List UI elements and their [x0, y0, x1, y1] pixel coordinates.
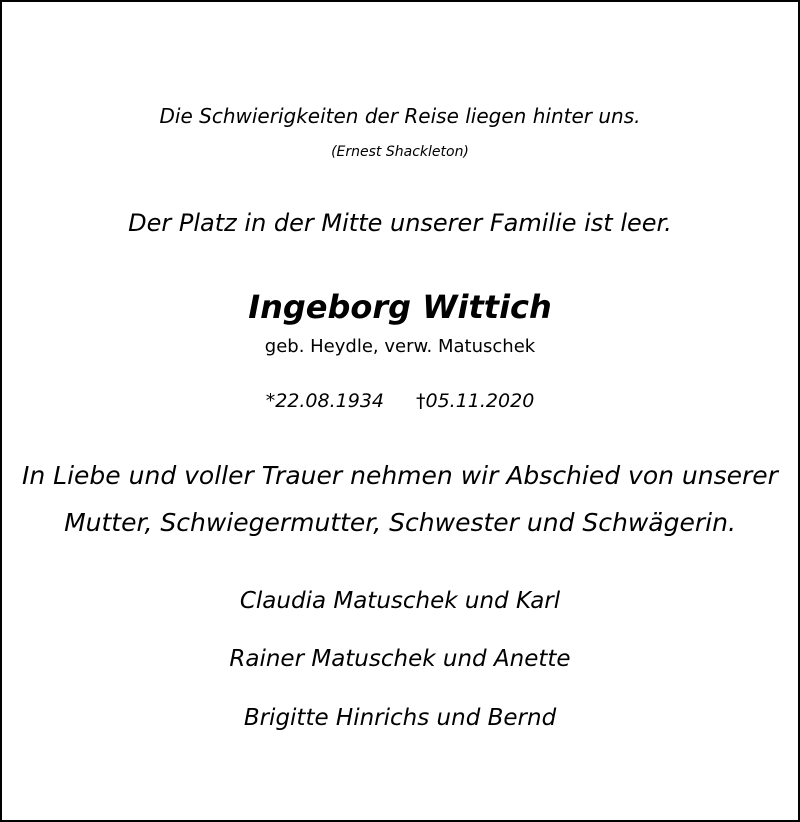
farewell-line: In Liebe und voller Trauer nehmen wir Abschied von unserer — [22, 461, 778, 490]
death-date: 05.11.2020 — [425, 390, 535, 412]
mourner-name: Brigitte Hinrichs und Bernd — [243, 705, 557, 731]
lead-sentence: Der Platz in der Mitte unserer Familie ist leer. — [128, 209, 672, 237]
mourner-name: Rainer Matuschek und Anette — [229, 646, 571, 672]
life-dates — [2, 392, 798, 411]
mourner-name: Claudia Matuschek und Karl — [239, 588, 561, 614]
quote-text: Die Schwierigkeiten der Reise liegen hinter uns. — [159, 104, 641, 128]
quote-author: (Ernest Shackleton) — [331, 144, 469, 160]
birth-date: *22.08.1934 — [265, 390, 384, 412]
deceased-name: Ingeborg Wittich — [248, 288, 552, 326]
death-cross-icon: † — [416, 390, 426, 412]
farewell-line: Mutter, Schwiegermutter, Schwester und Schwägerin. — [64, 508, 736, 537]
deceased-birth-names: geb. Heydle, verw. Matuschek — [264, 336, 536, 357]
